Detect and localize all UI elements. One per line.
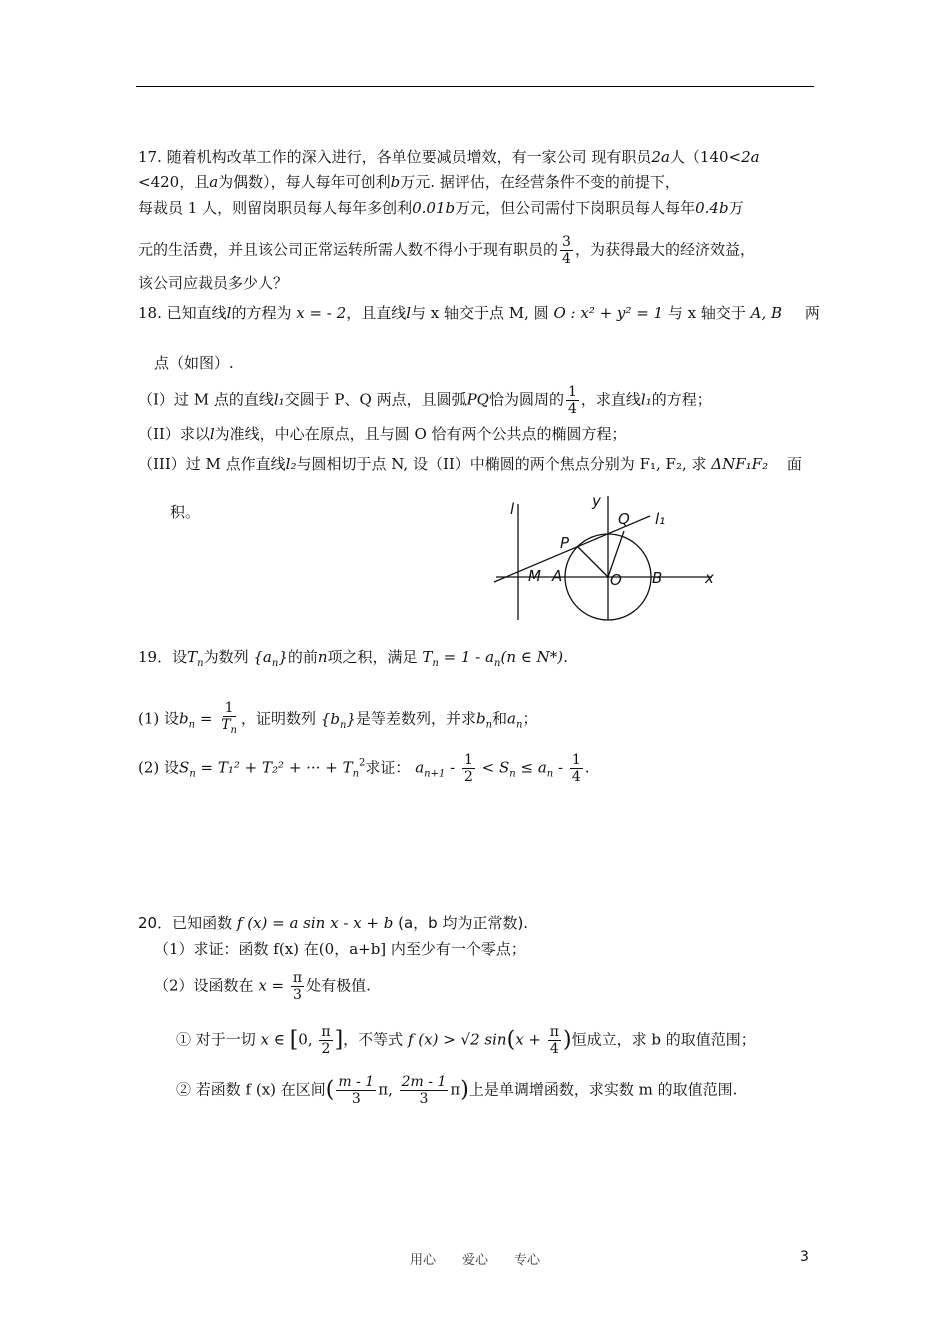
q19-part2: (2) 设$S_n = T_1^2 + T_2^2$ + ··· + $T_n^2$求证： $a_{n+1}$ - $\frac{1}{2}$ < $S_n \le a_n$ - $\frac{1}{4}$ . bbox=[138, 752, 590, 785]
q18-line1 bbox=[138, 302, 820, 324]
q18-text: 与 x 轴交于点 M, 圆 bbox=[411, 304, 549, 322]
label-M: M bbox=[528, 567, 541, 585]
q20-text: 恒成立，求 b 的取值范围； bbox=[571, 1030, 756, 1049]
q18-text: 的方程； bbox=[651, 390, 712, 409]
fraction-1-4 bbox=[570, 752, 583, 785]
math-inequality: f (x) > √2 sin bbox=[407, 1030, 507, 1049]
q18-part2 bbox=[138, 423, 627, 445]
q19-line1 bbox=[138, 646, 568, 675]
math-less-S: < S bbox=[481, 758, 510, 777]
q19-text: (2) 设 bbox=[138, 758, 180, 777]
q18-text: 交圆于 P、Q 两点，且圆弧 bbox=[284, 390, 467, 409]
q20-text: （2）设函数在 bbox=[154, 976, 254, 995]
fraction-3-4 bbox=[560, 234, 573, 267]
fraction-denominator: 4 bbox=[549, 1041, 559, 1057]
math-T: T bbox=[221, 717, 231, 733]
q18-text: 积。 bbox=[170, 503, 201, 521]
math-l: l bbox=[406, 304, 412, 322]
math-sub-n: n bbox=[546, 768, 554, 780]
label-A: A bbox=[552, 567, 563, 585]
math-x-in: x ∈ bbox=[260, 1030, 285, 1049]
math-interval-start: 0, bbox=[298, 1030, 313, 1049]
q18-text: 面 bbox=[786, 455, 802, 473]
q19-part1: (1) 设$b_n$ = $\frac{1}{T_n}$ ，证明数列 $\{b_n\}$是等差数列，并求$b_n$和$a_n$； bbox=[138, 700, 537, 739]
fraction-m1-3 bbox=[336, 1074, 376, 1107]
math-pi: π bbox=[378, 1080, 389, 1099]
q20-sub2: ② 若函数 f (x) 在区间( $\frac{m - 1}{3}$ π, $\frac{2m - 1}{3}$ π)上是单调增函数，求实数 m 的取值范围. bbox=[176, 1074, 738, 1107]
q20-text: 处有极值. bbox=[306, 976, 371, 995]
q18-text: 与圆相切于点 N, 设（II）中椭圆的两个焦点分别为 F₁, F₂, 求 bbox=[296, 455, 707, 473]
label-l1: l₁ bbox=[655, 510, 666, 528]
fraction-denominator: 4 bbox=[567, 401, 577, 417]
fraction-numerator: 1 bbox=[571, 752, 581, 768]
math-l1: l₁ bbox=[273, 390, 285, 409]
q19-text: . bbox=[584, 758, 590, 777]
circle-figure bbox=[490, 494, 730, 624]
fraction-denominator: 4 bbox=[562, 251, 571, 267]
q18-text: 两 bbox=[804, 304, 820, 322]
math-x-plus: x + bbox=[515, 1030, 541, 1049]
q19-text: 和 bbox=[492, 709, 508, 728]
math-sub-n: n bbox=[189, 768, 196, 780]
q19-text: ，证明数列 bbox=[241, 709, 317, 728]
q17-line1 bbox=[138, 146, 760, 168]
math-leq-a: ≤ a bbox=[520, 758, 547, 777]
q17-text: 为偶数），每人每年可创利 bbox=[218, 173, 391, 191]
math-S: S bbox=[179, 758, 190, 777]
fraction-1-4 bbox=[566, 384, 579, 417]
q20-text: 上是单调增函数，求实数 m 的取值范围. bbox=[468, 1080, 738, 1099]
math-l: l bbox=[226, 304, 232, 322]
q17-text: 万 bbox=[728, 199, 744, 217]
math-l: l bbox=[209, 425, 215, 443]
math-line-equation: x = - 2 bbox=[296, 304, 347, 322]
q17-text: 17. 随着机构改革工作的深入进行，各单位要减员增效，有一家公司 现有职员 bbox=[138, 148, 652, 166]
fraction-numerator: π bbox=[549, 1024, 559, 1040]
fraction-denominator: 3 bbox=[419, 1091, 429, 1107]
math-sum: = T₁² + T₂² + ··· + T bbox=[200, 758, 353, 777]
math-a: a bbox=[262, 648, 272, 666]
q17-text: 该公司应裁员多少人？ bbox=[138, 274, 289, 292]
fraction-denominator: 3 bbox=[351, 1091, 361, 1107]
fraction-numerator: 3 bbox=[562, 234, 571, 250]
math-n: n bbox=[317, 648, 328, 666]
fraction-1-Tn bbox=[219, 700, 239, 739]
q20-part1 bbox=[154, 938, 526, 960]
label-y: y bbox=[592, 494, 601, 510]
fraction-denominator: 4 bbox=[571, 769, 581, 785]
math-l1: l₁ bbox=[640, 390, 652, 409]
q20-text: 20．已知函数 bbox=[138, 914, 233, 932]
math-001b: 0.01b bbox=[412, 199, 456, 217]
q18-text: ，求直线 bbox=[580, 390, 641, 409]
math-triangle: ΔNF₁F₂ bbox=[711, 455, 769, 473]
math-l2: l₂ bbox=[285, 455, 297, 473]
math-2a: 2a bbox=[651, 148, 670, 166]
fraction-pi-3 bbox=[291, 970, 304, 1003]
fraction-pi-4 bbox=[548, 1024, 561, 1057]
fraction-1-2 bbox=[462, 752, 475, 785]
q17-text: 万元. 据评估，在经营条件不变的前提下， bbox=[400, 173, 680, 191]
math-bn-set: $\{b_n\}$ bbox=[320, 709, 356, 731]
math-AB: A, B bbox=[750, 304, 783, 322]
math-function: f (x) = a sin x - x + b bbox=[236, 914, 394, 932]
q18-text: 与 x 轴交于 bbox=[667, 304, 746, 322]
q17-text: 人（140< bbox=[669, 148, 742, 166]
math-sub-n: n bbox=[432, 658, 439, 669]
q18-part3 bbox=[138, 453, 802, 475]
q20-text: ② 若函数 f (x) 在区间 bbox=[176, 1080, 326, 1099]
math-b: b bbox=[330, 709, 340, 728]
q18-text: 的方程为 bbox=[231, 304, 292, 322]
q20-part2 bbox=[154, 970, 371, 1003]
q17-text: <420，且 bbox=[138, 173, 210, 191]
q18-text: （I）过 M 点的直线 bbox=[138, 390, 274, 409]
q20-text: （1）求证：函数 f(x) 在(0，a+b] 内至少有一个零点； bbox=[154, 940, 526, 958]
q17-text: ，为获得最大的经济效益， bbox=[574, 240, 755, 259]
math-sub-n: n bbox=[485, 719, 493, 731]
q18-text: ，且直线 bbox=[346, 304, 407, 322]
q19-text: 为数列 bbox=[203, 648, 249, 666]
q19-text: ； bbox=[522, 709, 538, 728]
fraction-denominator: 2 bbox=[463, 769, 473, 785]
q18-text: （III）过 M 点作直线 bbox=[138, 455, 286, 473]
fraction-numerator: π bbox=[321, 1024, 331, 1040]
fraction-denominator: 2 bbox=[321, 1041, 331, 1057]
math-2a: 2a bbox=[741, 148, 760, 166]
math-sub-n: n bbox=[339, 719, 347, 731]
math-b: b bbox=[475, 709, 486, 728]
fraction-denominator: 3 bbox=[293, 987, 302, 1003]
q18-text: （II）求以 bbox=[138, 425, 210, 443]
math-T: T bbox=[187, 648, 198, 666]
math-sub-n: n bbox=[509, 768, 516, 780]
math-sub-n: n bbox=[197, 658, 204, 669]
segment-OP bbox=[577, 546, 608, 577]
q18-text: 为准线，中心在原点，且与圆 O 恰有两个公共点的椭圆方程； bbox=[214, 425, 627, 443]
fraction-numerator: 2m - 1 bbox=[401, 1074, 447, 1090]
math-circle-equation: O : x² + y² = 1 bbox=[553, 304, 664, 322]
math-pi: π bbox=[450, 1080, 461, 1099]
label-x: x bbox=[705, 569, 714, 587]
fraction-pi-2 bbox=[319, 1024, 332, 1057]
q17-line2 bbox=[138, 171, 680, 193]
label-O: O bbox=[610, 571, 622, 589]
math-condition: (n ∈ N*) bbox=[500, 648, 564, 666]
fraction-numerator: π bbox=[292, 970, 303, 986]
fraction-numerator: 1 bbox=[567, 384, 577, 400]
math-T: T bbox=[422, 648, 433, 666]
q20-text: (a，b 均为正常数). bbox=[398, 914, 529, 932]
math-b: b bbox=[390, 173, 401, 191]
label-l: l bbox=[510, 500, 515, 518]
math-sub-n: n bbox=[230, 725, 237, 736]
fraction-numerator: m - 1 bbox=[338, 1074, 375, 1090]
q17-line3 bbox=[138, 197, 744, 219]
q19-text: 19．设 bbox=[138, 648, 188, 666]
q19-text: 是等差数列，并求 bbox=[355, 709, 476, 728]
header-rule bbox=[136, 86, 814, 87]
math-sub-n: n bbox=[516, 719, 523, 731]
q20-sub1: ① 对于一切 x ∈ [0, $\frac{\pi}{2}$ ]，不等式 f (x) > √2 sin(x + $\frac{\pi}{4}$ )恒成立，求 b 的取值范围； bbox=[176, 1024, 756, 1057]
math-an-set: $\{a_n\}$ bbox=[253, 648, 288, 669]
fraction-denominator bbox=[219, 717, 239, 739]
q19-text: 项之积，满足 bbox=[327, 648, 418, 666]
math-x-eq: x = bbox=[258, 976, 285, 995]
math-04b: 0.4b bbox=[695, 199, 729, 217]
q18-line-end bbox=[170, 501, 200, 523]
math-a: a bbox=[209, 173, 219, 191]
q19-text: 的前 bbox=[287, 648, 318, 666]
math-a: a bbox=[415, 758, 425, 777]
q18-line2 bbox=[154, 352, 234, 374]
q19-text: . bbox=[563, 648, 568, 666]
label-B: B bbox=[652, 569, 663, 587]
q17-text: 万元，但公司需付下岗职员每人每年 bbox=[455, 199, 696, 217]
math-sub-n: n bbox=[271, 658, 279, 669]
page-footer: 用心 爱心 专心 bbox=[409, 1253, 540, 1268]
label-P: P bbox=[560, 534, 570, 552]
math-sub-n1: n+1 bbox=[424, 768, 446, 780]
q20-text: ，不等式 bbox=[343, 1030, 404, 1049]
q20-text: ① 对于一切 bbox=[176, 1030, 256, 1049]
math-sub-n: n bbox=[188, 719, 196, 731]
q17-line4 bbox=[138, 234, 755, 267]
q18-part1 bbox=[138, 384, 712, 417]
fraction-2m1-3 bbox=[400, 1074, 449, 1107]
q17-text: 元的生活费，并且该公司正常运转所需人数不得小于现有职员的 bbox=[138, 240, 559, 259]
page-number: 3 bbox=[800, 1249, 809, 1265]
label-Q: Q bbox=[618, 510, 630, 528]
q20-line1 bbox=[138, 912, 528, 934]
fraction-numerator: 1 bbox=[463, 752, 473, 768]
q17-text: 每裁员 1 人，则留岗职员每人每年多创利 bbox=[138, 199, 413, 217]
q17-line5 bbox=[138, 272, 288, 294]
q19-text: 求证： bbox=[365, 758, 411, 777]
q19-text: (1) 设 bbox=[138, 709, 180, 728]
math-a: a bbox=[507, 709, 516, 728]
math-b: b bbox=[179, 709, 189, 728]
math-sub-n: n bbox=[494, 658, 501, 669]
math-PQ: PQ bbox=[466, 390, 489, 409]
q18-text: 18. 已知直线 bbox=[138, 304, 227, 322]
math-sub-n: n bbox=[352, 768, 360, 780]
fraction-numerator: 1 bbox=[224, 700, 234, 716]
q18-text: 点（如图）. bbox=[154, 354, 234, 372]
q18-text: 恰为圆周的 bbox=[488, 390, 564, 409]
math-product-eq: = 1 - a bbox=[443, 648, 495, 666]
